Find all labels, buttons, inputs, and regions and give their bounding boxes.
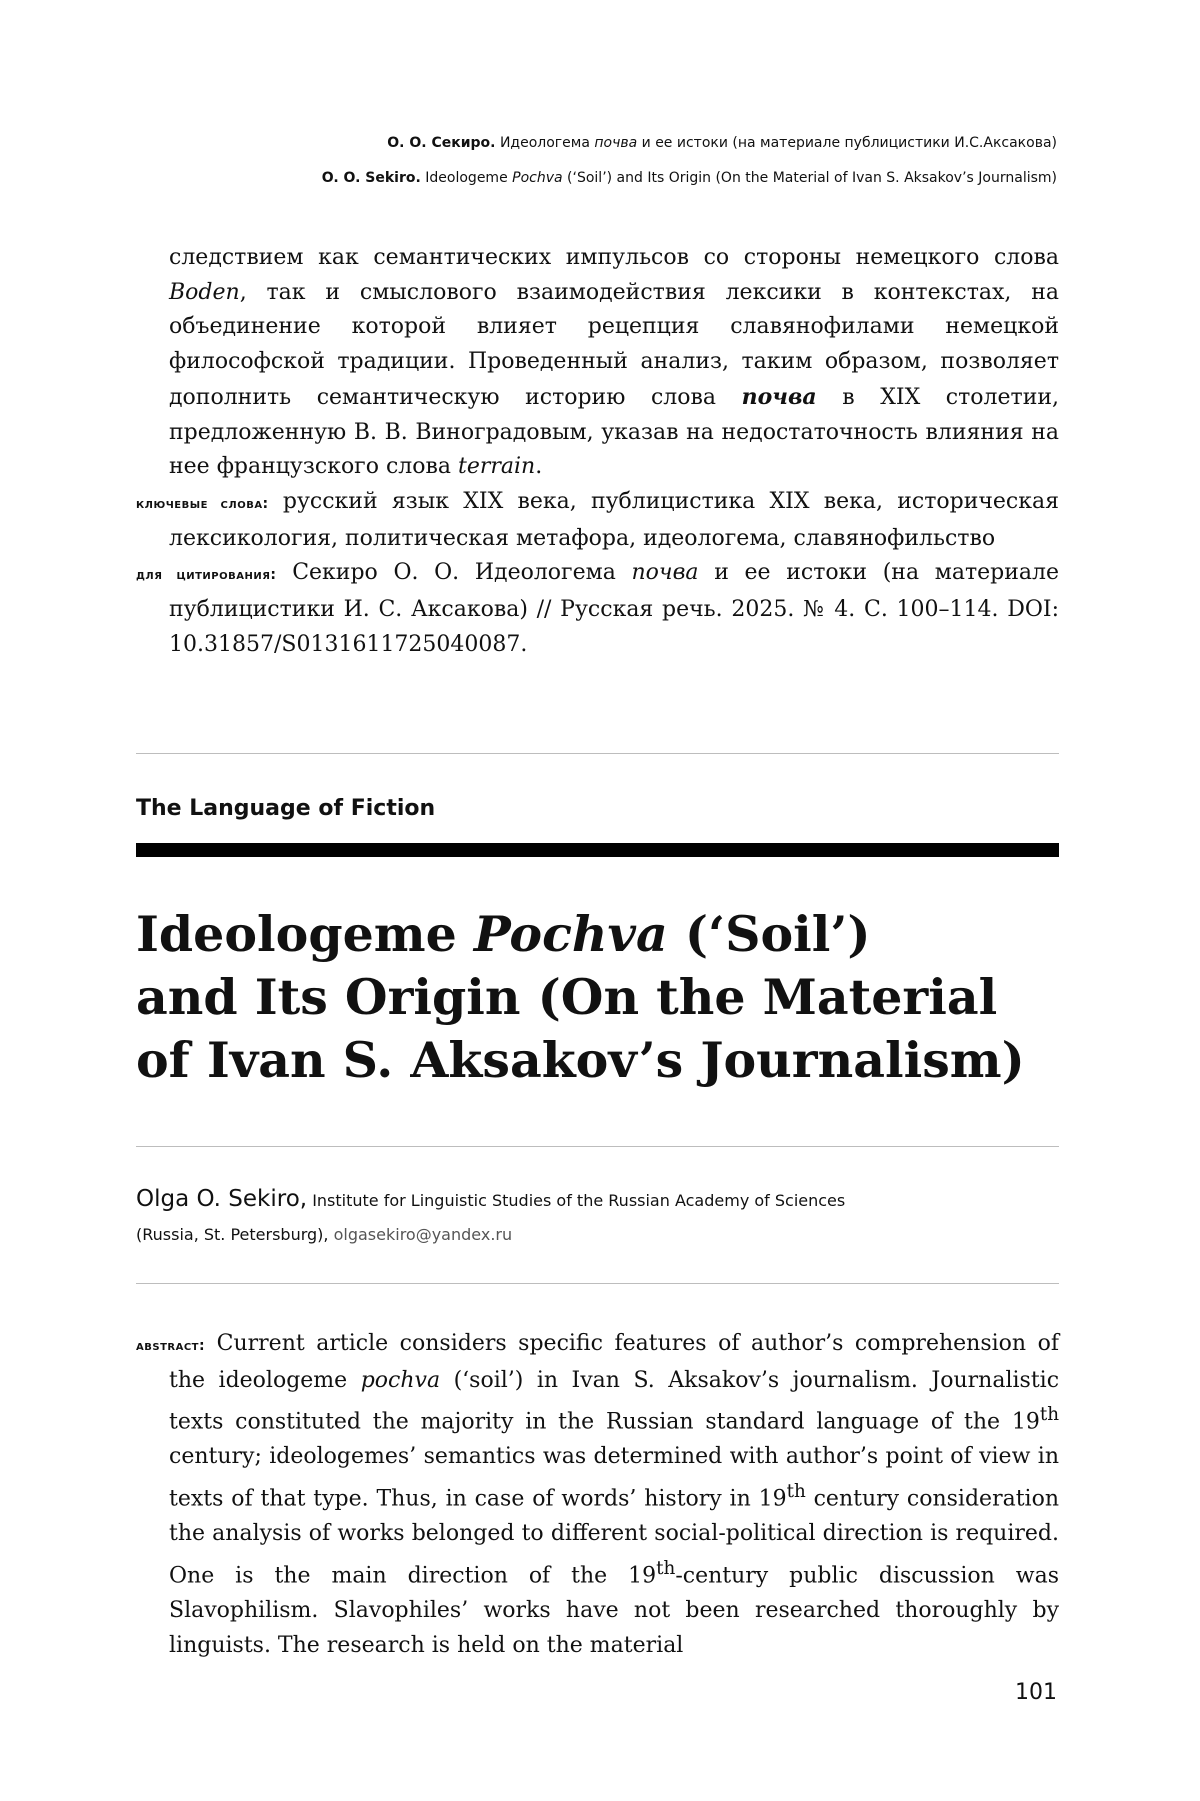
running-head-en [97,161,1057,196]
ru-abstract-paragraph [136,241,1059,485]
divider [136,1283,1059,1284]
running-head-en-italic: Pochva [512,170,563,186]
citation-text-2: и ее истоки (на материале публицистики И. С. Аксакова) // Русская речь. 2025. № 4. С. 100–114. DOI: 10.31857/S0131611725040087. [169,560,1060,657]
section-rule [136,843,1059,857]
abstract [136,1327,1059,1663]
section-title: The Language of Fiction [136,796,436,821]
author-line-1 [136,1182,1059,1218]
keywords [136,485,1059,556]
title-text: Ideologeme [136,905,457,963]
ru-bold-pochva: почва [741,383,817,410]
ru-italic-boden: Boden [169,279,240,305]
citation-label: для цитирования: [136,567,277,584]
author-line-2 [136,1218,1059,1252]
running-head-ru-text-after: и ее истоки (на материале публицистики И.С.Аксакова) [641,135,1057,151]
ru-text-4: . [535,454,543,480]
title-line-1 [136,903,1059,966]
abstract-text-4: century consideration the analysis of works belonged to different social-political direction is required. One is the main direction of the 19 [169,1486,1059,1589]
article-title [136,903,1059,1092]
abstract-sup-1: th [1039,1404,1059,1426]
author-email-link[interactable]: olgasekiro@yandex.ru [333,1225,513,1244]
abstract-text-5: -century public discussion was Slavophilism. Slavophiles’ works have not been researched thoroughly by linguists. The research is held on the material [169,1563,1059,1658]
running-head-ru-author: О. О. Секиро. [387,135,496,151]
abstract-label: abstract: [136,1338,206,1354]
keywords-text: русский язык XIX века, публицистика XIX века, историческая лексикология, политическая метафора, идеологема, славянофильство [169,488,1059,551]
author-block [136,1182,1059,1252]
divider [136,753,1059,754]
ru-text-1: следствием как семантических импульсов со стороны немецкого слова [169,245,1059,270]
citation-text-1: Секиро О. О. Идеологема [292,560,616,586]
title-italic: Pochva [473,905,668,963]
divider [136,1146,1059,1147]
title-line-3: of Ivan S. Aksakov’s Journalism) [136,1031,1025,1089]
running-head-ru-italic: почва [594,135,638,151]
abstract-text-2: (‘soil’) in Ivan S. Aksakov’s journalism. Journalistic texts constituted the majority in the Russian standard language of the 19 [169,1367,1060,1435]
abstract-sup-3: th [656,1557,676,1579]
author-location: (Russia, St. Petersburg), [136,1225,329,1244]
abstract-text-3: century; ideologemes’ semantics was determined with author’s point of view in texts of that type. Thus, in case of words’ history in 19 [169,1444,1059,1512]
ru-italic-terrain: terrain [458,454,536,480]
keywords-label: ключевые слова: [136,495,269,512]
page-number: 101 [1015,1680,1057,1705]
abstract-sup-2: th [786,1481,806,1503]
citation [136,556,1059,662]
ru-text-2: , так и смыслового взаимодействия лексики в контекстах, на объединение которой влияет рецепция славянофилами немецкой философской традиции. Проведенный анализ, таким образом, позволяет дополнить семантическую историю слова [169,279,1059,410]
title-line-2: and Its Origin (On the Material [136,968,998,1026]
running-head-en-text-after: (‘Soil’) and Its Origin (On the Material of Ivan S. Aksakov’s Journalism) [567,170,1057,186]
citation-italic: почва [631,560,699,586]
author-name: Olga O. Sekiro, [136,1186,308,1212]
author-institution: Institute for Linguistic Studies of the Russian Academy of Sciences [312,1191,846,1210]
running-head [97,126,1057,196]
abstract-italic: pochva [360,1367,441,1393]
abstract-text-1: Current article considers specific features of author’s comprehension of the ideologeme [169,1331,1059,1393]
ru-text-3: в XIX столетии, предложенную В. В. Виноградовым, указав на недостаточность влияния на нее французского слова [169,384,1060,480]
title-text-after: (‘Soil’) [684,905,871,963]
running-head-ru [97,126,1057,161]
running-head-ru-text: Идеологема [499,135,590,151]
russian-abstract-tail [136,241,1059,662]
running-head-en-author: O. O. Sekiro. [321,170,421,186]
running-head-en-text: Ideologeme [425,170,508,186]
abstract-paragraph [136,1327,1059,1663]
